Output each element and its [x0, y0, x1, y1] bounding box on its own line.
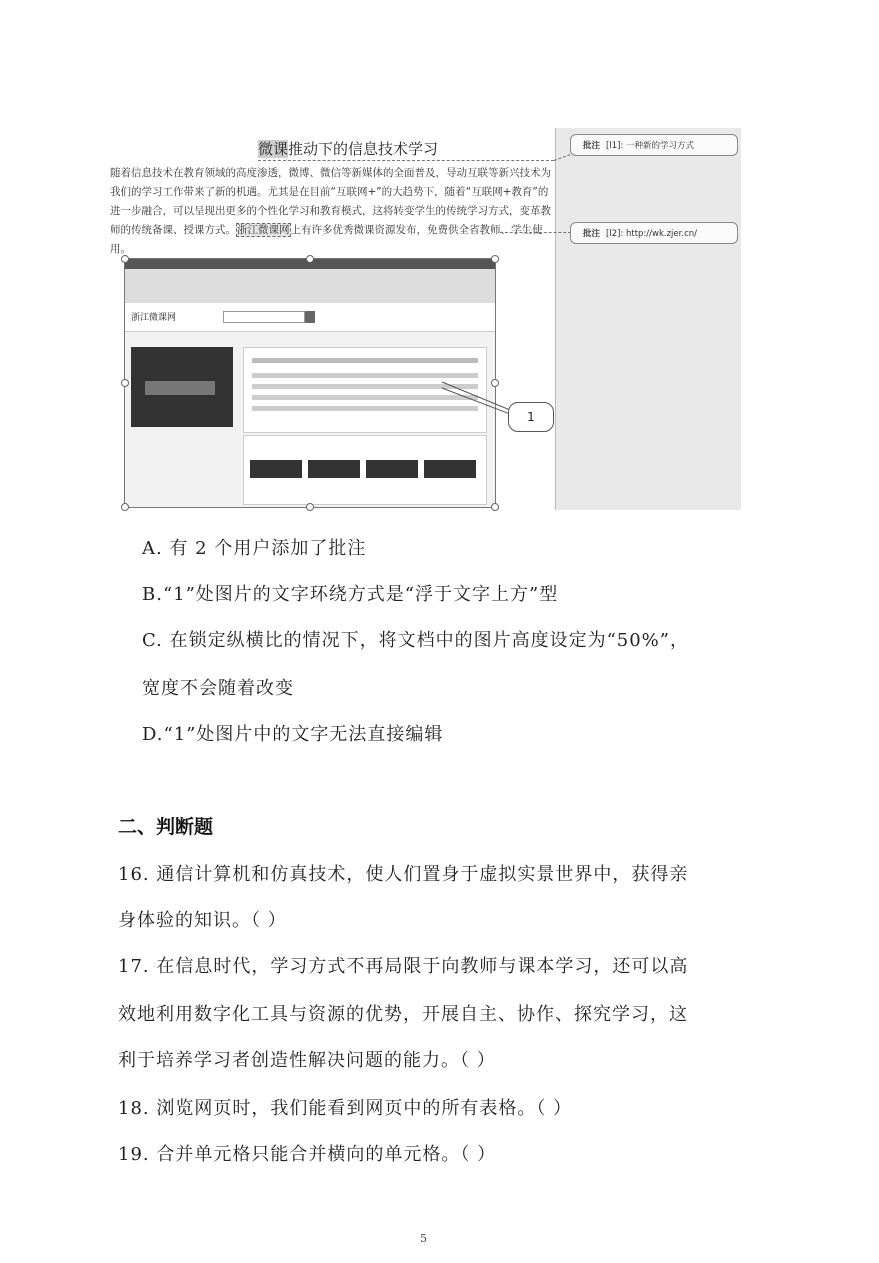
embedded-doc-paragraph	[110, 164, 554, 259]
title-highlight: 微课	[258, 140, 289, 158]
para-text-2: 上有许多优秀微课资源发布，免费供全省教师、学生使用。	[110, 224, 543, 255]
question-18: 18. 浏览网页时，我们能看到网页中的所有表格。（ ）	[118, 1098, 573, 1119]
website-banner	[131, 347, 233, 427]
resize-handle-w[interactable]	[121, 379, 129, 387]
website-search-button	[305, 311, 315, 323]
comment-2-text: [l2]: http://wk.zjer.cn/	[606, 229, 697, 239]
option-b: B.“1”处图片的文字环绕方式是“浮于文字上方”型	[142, 584, 559, 605]
comment-1-label: 批注	[583, 141, 601, 151]
option-d: D.“1”处图片中的文字无法直接编辑	[142, 724, 444, 745]
resize-handle-n[interactable]	[306, 255, 314, 263]
embedded-doc-title	[258, 138, 438, 159]
question-17-continued-2: 利于培养学习者创造性解决问题的能力。（ ）	[118, 1050, 496, 1071]
section-heading: 二、判断题	[118, 816, 214, 838]
resize-handle-s[interactable]	[306, 503, 314, 511]
para-highlight: 浙江微课网	[237, 224, 290, 236]
option-c-continued: 宽度不会随着改变	[142, 678, 294, 699]
option-a: A. 有 2 个用户添加了批注	[142, 538, 367, 559]
resize-handle-nw[interactable]	[121, 255, 129, 263]
option-c: C. 在锁定纵横比的情况下，将文档中的图片高度设定为“50%”，	[142, 630, 689, 651]
comment-1-text: [l1]: 一种新的学习方式	[606, 141, 694, 151]
banner-label	[145, 381, 215, 395]
question-16-continued: 身体验的知识。（ ）	[118, 910, 287, 931]
comment-anchor-line-2	[500, 232, 576, 233]
question-17-continued: 效地利用数字化工具与资源的优势，开展自主、协作、探究学习，这	[118, 1004, 688, 1025]
resize-handle-se[interactable]	[491, 503, 499, 511]
website-logo: 浙江微课网	[131, 313, 177, 323]
comment-anchor-line	[258, 160, 554, 161]
comment-1	[570, 134, 738, 156]
callout-1: 1	[508, 402, 554, 432]
question-19: 19. 合并单元格只能合并横向的单元格。（ ）	[118, 1144, 497, 1165]
comment-2	[570, 222, 738, 244]
comment-pane	[555, 128, 741, 510]
resize-handle-sw[interactable]	[121, 503, 129, 511]
page-number: 5	[420, 1232, 427, 1245]
comment-2-label: 批注	[583, 229, 601, 239]
website-search-box	[223, 311, 305, 323]
website-course-list	[243, 435, 487, 505]
browser-toolbar	[125, 269, 495, 303]
question-16: 16. 通信计算机和仿真技术，使人们置身于虚拟实景世界中，获得亲	[118, 864, 689, 885]
para-text-1: 随着信息技术在教育领域的高度渗透，微博、微信等新媒体的全面普及，导动互联等新兴技术为我们的学习工作带来了新的机遇。尤其是在目前“互联网+”的大趋势下，随着“互联网+教育”的进一步融合，可以呈现出更多的个性化学习和教育模式，这将转变学生的传统学习方式，变革教师的传统备课、授课方式。	[110, 167, 551, 236]
question-17: 17. 在信息时代，学习方式不再局限于向教师与课本学习，还可以高	[118, 956, 689, 977]
resize-handle-ne[interactable]	[491, 255, 499, 263]
website-header	[125, 303, 495, 332]
title-rest: 推动下的信息技术学习	[288, 140, 439, 158]
